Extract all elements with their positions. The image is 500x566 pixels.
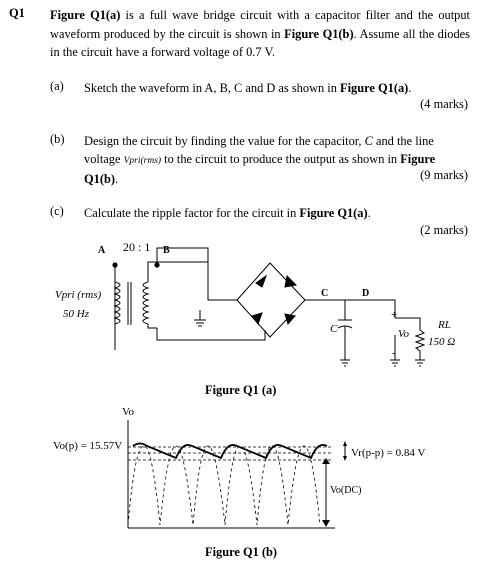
figure-q1a-caption: Figure Q1 (a) [205,383,277,397]
fig-ref: Figure Q1(a) [50,8,121,22]
secondary-coil [143,282,148,324]
bridge-rectifier [237,263,305,337]
diode-3 [252,313,262,324]
fig-ref: Figure Q1(a) [299,206,368,220]
output-waveform [0,400,500,550]
variable: C [364,134,373,148]
fig-ref: Figure Q1(b) [284,26,354,41]
figure-q1b-caption: Figure Q1 (b) [205,545,278,559]
vo-label: Vo [398,328,409,340]
part-text: to the circuit to produce the output as shown in [161,152,401,166]
variable: Vpri(rms) [123,156,162,166]
part-c-text [84,204,469,222]
bridge-circuit-diagram [0,236,500,401]
part-b-label: (b) [50,132,65,146]
fig-ref: Figure Q1(b) [84,152,436,186]
rl-label: RL [438,319,451,331]
node-b-dot [154,262,159,267]
vo-axis-label: Vo [122,406,135,418]
rl-value: 150 Ω [428,336,456,348]
frequency-label: 50 Hz [63,308,89,320]
node-c-label: C [321,288,329,299]
capacitor-label: C [330,323,338,335]
question-number: Q1 [9,6,25,20]
part-text: and the line voltage [84,134,434,166]
minus-sign: - [392,347,396,359]
part-c-marks: (2 marks) [420,223,468,237]
part-text: Sketch the waveform in A, B, C and D as shown in [84,81,341,95]
diode-2 [285,276,296,287]
node-a-label: A [98,245,106,256]
intro-text: is a full wave bridge circuit with a capacitor filter and the output waveform produced by the circuit is shown in [50,8,470,41]
vdc-label: Vo(DC) [330,485,362,496]
fig-ref: Figure Q1(a) [340,81,409,95]
part-b-text [84,132,469,188]
part-text: . [408,81,412,95]
diode-4 [285,314,295,324]
part-text: . [367,206,371,220]
part-a-text [84,79,469,97]
part-text: Calculate the ripple factor for the circuit in [84,206,300,220]
ripple-label: Vr(p-p) = 0.84 V [351,447,426,459]
node-b-label: B [163,245,170,256]
node-d-label: D [362,288,370,299]
part-c-label: (c) [50,204,64,218]
part-a-marks: (4 marks) [420,97,468,111]
turns-ratio: 20 : 1 [123,240,151,254]
question-intro [50,6,470,62]
part-b-marks: (9 marks) [420,168,468,182]
plus-sign: + [391,309,398,321]
node-a-dot [112,262,117,267]
vo-peak-label: Vo(p) = 15.57V [53,440,123,452]
vpri-label: Vpri (rms) [55,289,102,301]
intro-text: . Assume all the diodes in the circuit have a forward voltage of 0.7 V. [50,26,470,59]
part-text: Design the circuit by finding the value for the capacitor, [84,134,365,148]
part-a-label: (a) [50,79,64,93]
part-text: . [114,172,119,186]
primary-coil [115,282,120,324]
